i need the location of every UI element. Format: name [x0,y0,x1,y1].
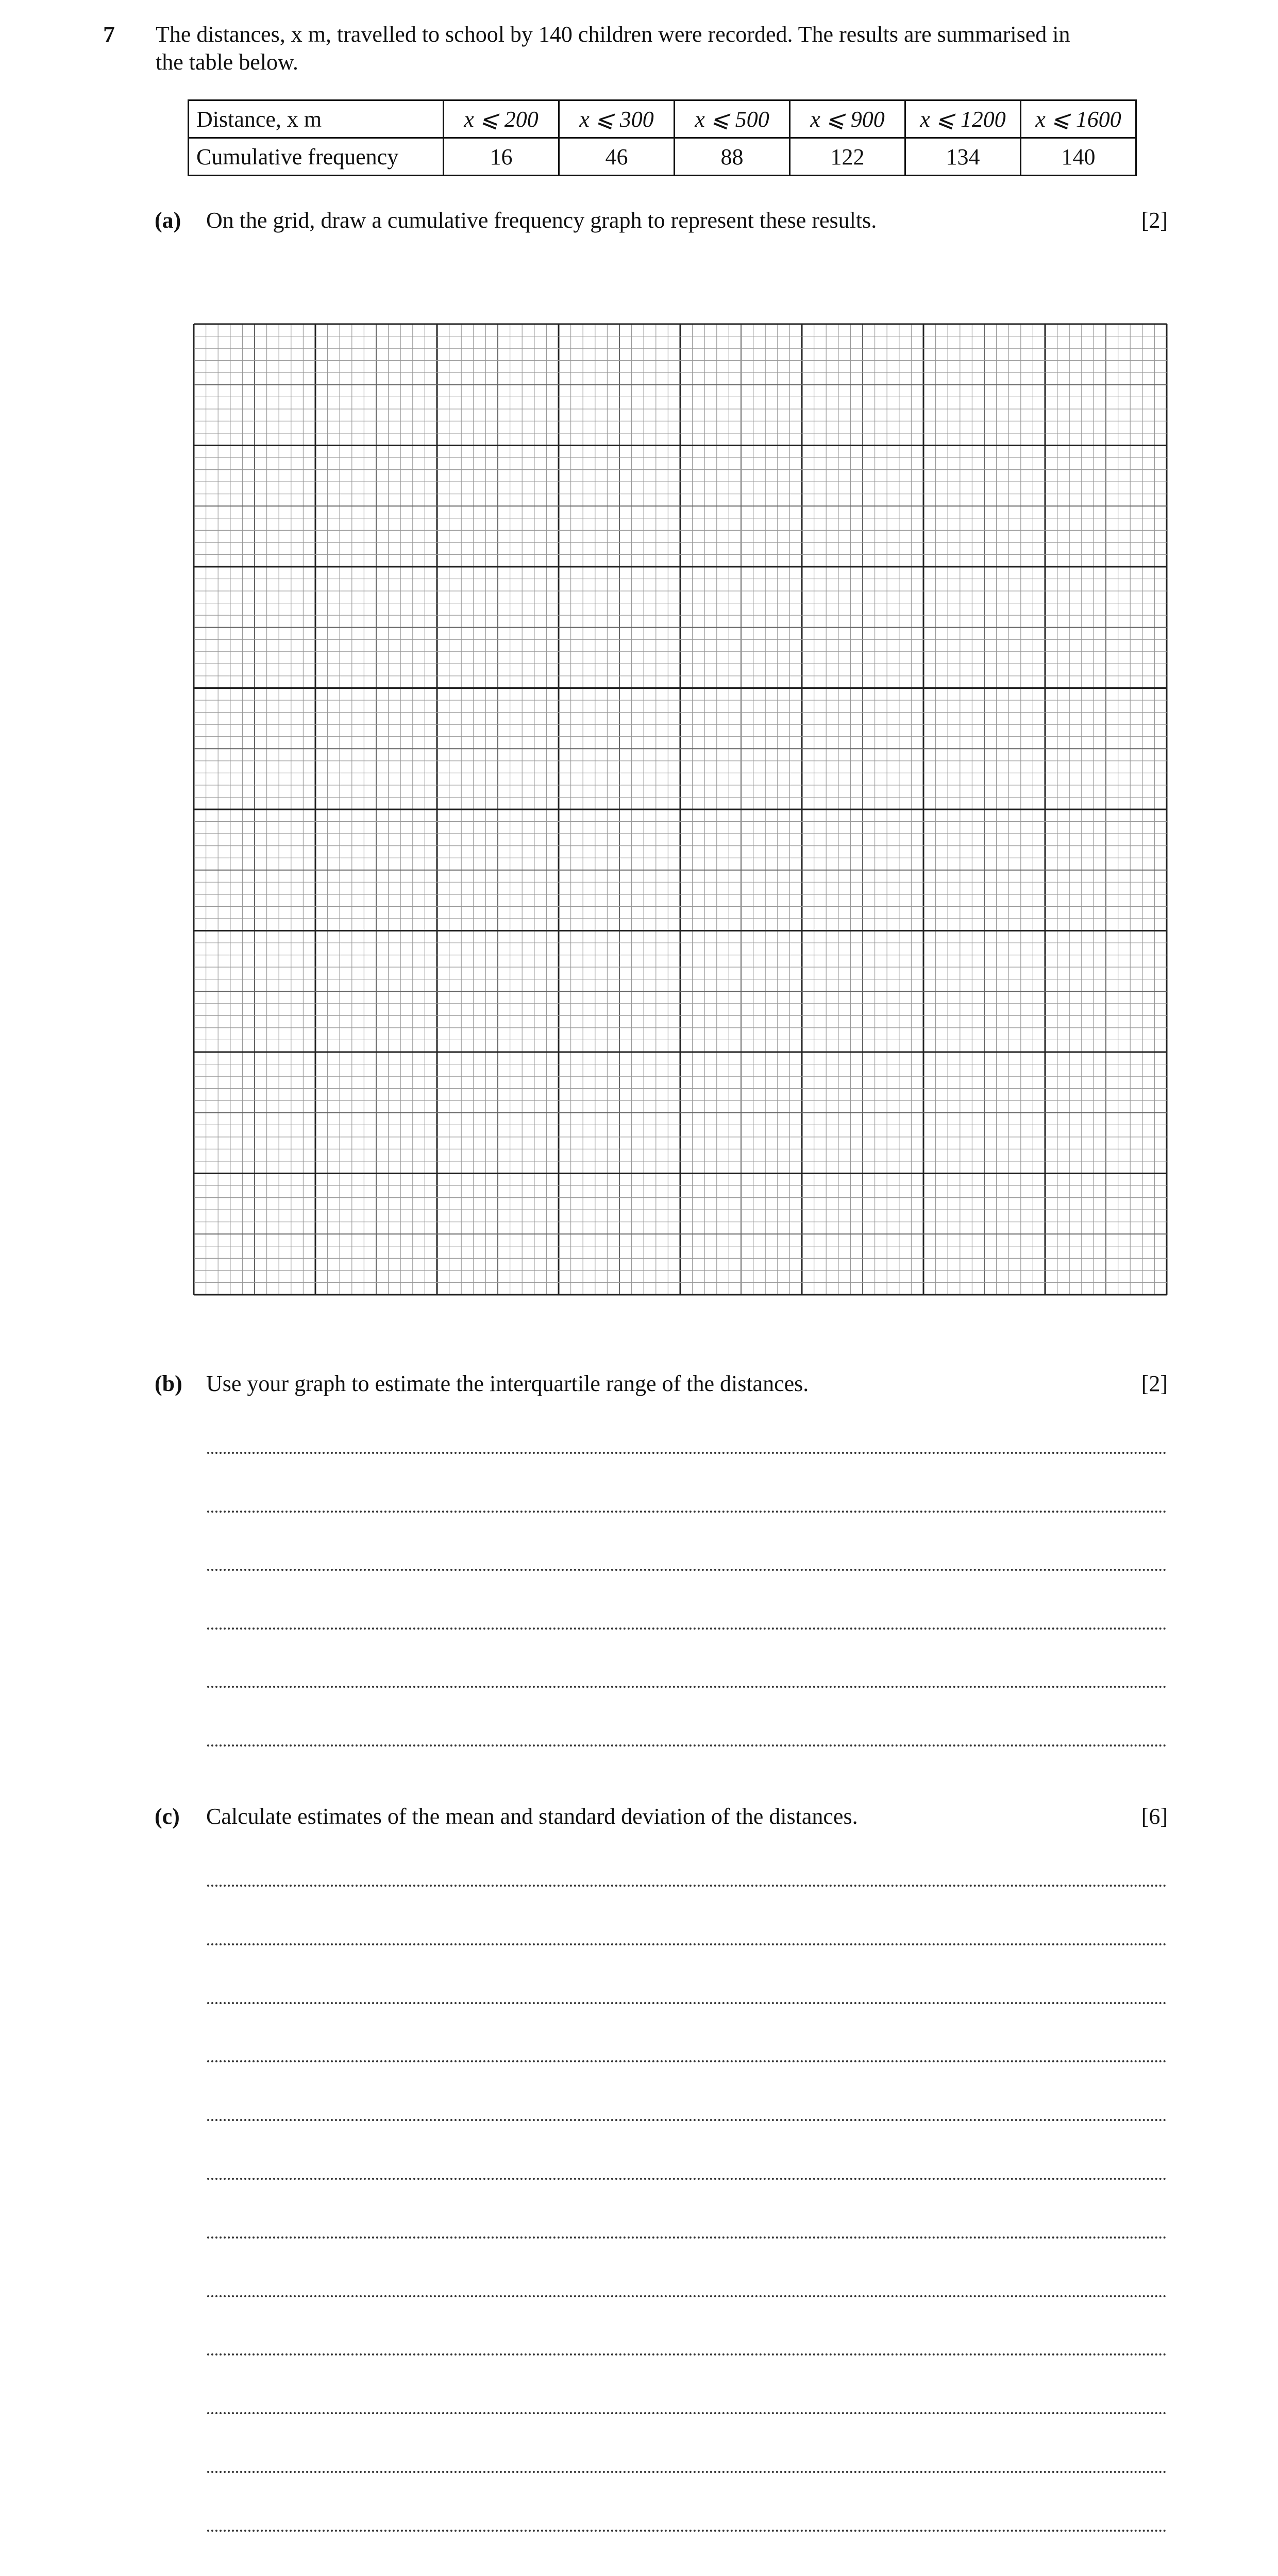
frequency-cell: 134 [905,138,1021,176]
part-a-text: On the grid, draw a cumulative frequency graph to represent these results. [206,208,877,233]
part-c-answer-line[interactable] [207,2178,1167,2180]
part-c-answer-line[interactable] [207,2236,1167,2239]
distance-cell: x ⩽ 300 [559,100,675,138]
part-b-answer-line[interactable] [207,1686,1167,1688]
distance-cell: x ⩽ 1200 [905,100,1021,138]
part-c-marks: [6] [1141,1804,1168,1829]
question-intro-line-2: the table below. [156,49,298,75]
frequency-cell: 16 [444,138,559,176]
graph-paper-grid[interactable] [193,323,1168,1296]
part-b-answer-line[interactable] [207,1452,1167,1454]
part-c-answer-line[interactable] [207,2119,1167,2121]
part-c-answer-line[interactable] [207,1943,1167,1945]
part-c-answer-line[interactable] [207,2002,1167,2004]
frequency-cell: 122 [790,138,905,176]
part-c-answer-line[interactable] [207,2530,1167,2532]
distance-row-header: Distance, x m [189,100,444,138]
part-b-answer-line[interactable] [207,1744,1167,1747]
question-intro-line-1: The distances, x m, travelled to school by 140 children were recorded. The results are summarised in [156,22,1070,47]
part-c-label: (c) [155,1804,180,1829]
part-a-label: (a) [155,208,181,233]
part-c-text: Calculate estimates of the mean and standard deviation of the distances. [206,1804,858,1829]
part-b-label: (b) [155,1371,182,1396]
part-c-answer-line[interactable] [207,2412,1167,2414]
part-c-answer-line[interactable] [207,2060,1167,2062]
part-a-marks: [2] [1141,208,1168,233]
part-c-answer-line[interactable] [207,2295,1167,2297]
distance-row [189,100,1136,138]
question-number: 7 [103,21,115,47]
part-c-answer-line[interactable] [207,2471,1167,2473]
part-b-answer-line[interactable] [207,1569,1167,1571]
part-c-answer-line[interactable] [207,2353,1167,2355]
frequency-cell: 46 [559,138,675,176]
distance-cell: x ⩽ 200 [444,100,559,138]
frequency-row [189,138,1136,176]
part-b-answer-line[interactable] [207,1628,1167,1630]
frequency-cell: 140 [1021,138,1136,176]
part-b-text: Use your graph to estimate the interquartile range of the distances. [206,1371,809,1396]
part-b-marks: [2] [1141,1371,1168,1396]
frequency-row-header: Cumulative frequency [189,138,444,176]
distance-cell: x ⩽ 900 [790,100,905,138]
question-intro [156,21,1176,76]
part-c-answer-line[interactable] [207,1885,1167,1887]
frequency-cell: 88 [675,138,790,176]
part-b-answer-line[interactable] [207,1511,1167,1513]
distance-cell: x ⩽ 1600 [1021,100,1136,138]
graph-paper-svg[interactable] [193,323,1168,1296]
distance-cell: x ⩽ 500 [675,100,790,138]
cumulative-frequency-table [188,99,1137,176]
